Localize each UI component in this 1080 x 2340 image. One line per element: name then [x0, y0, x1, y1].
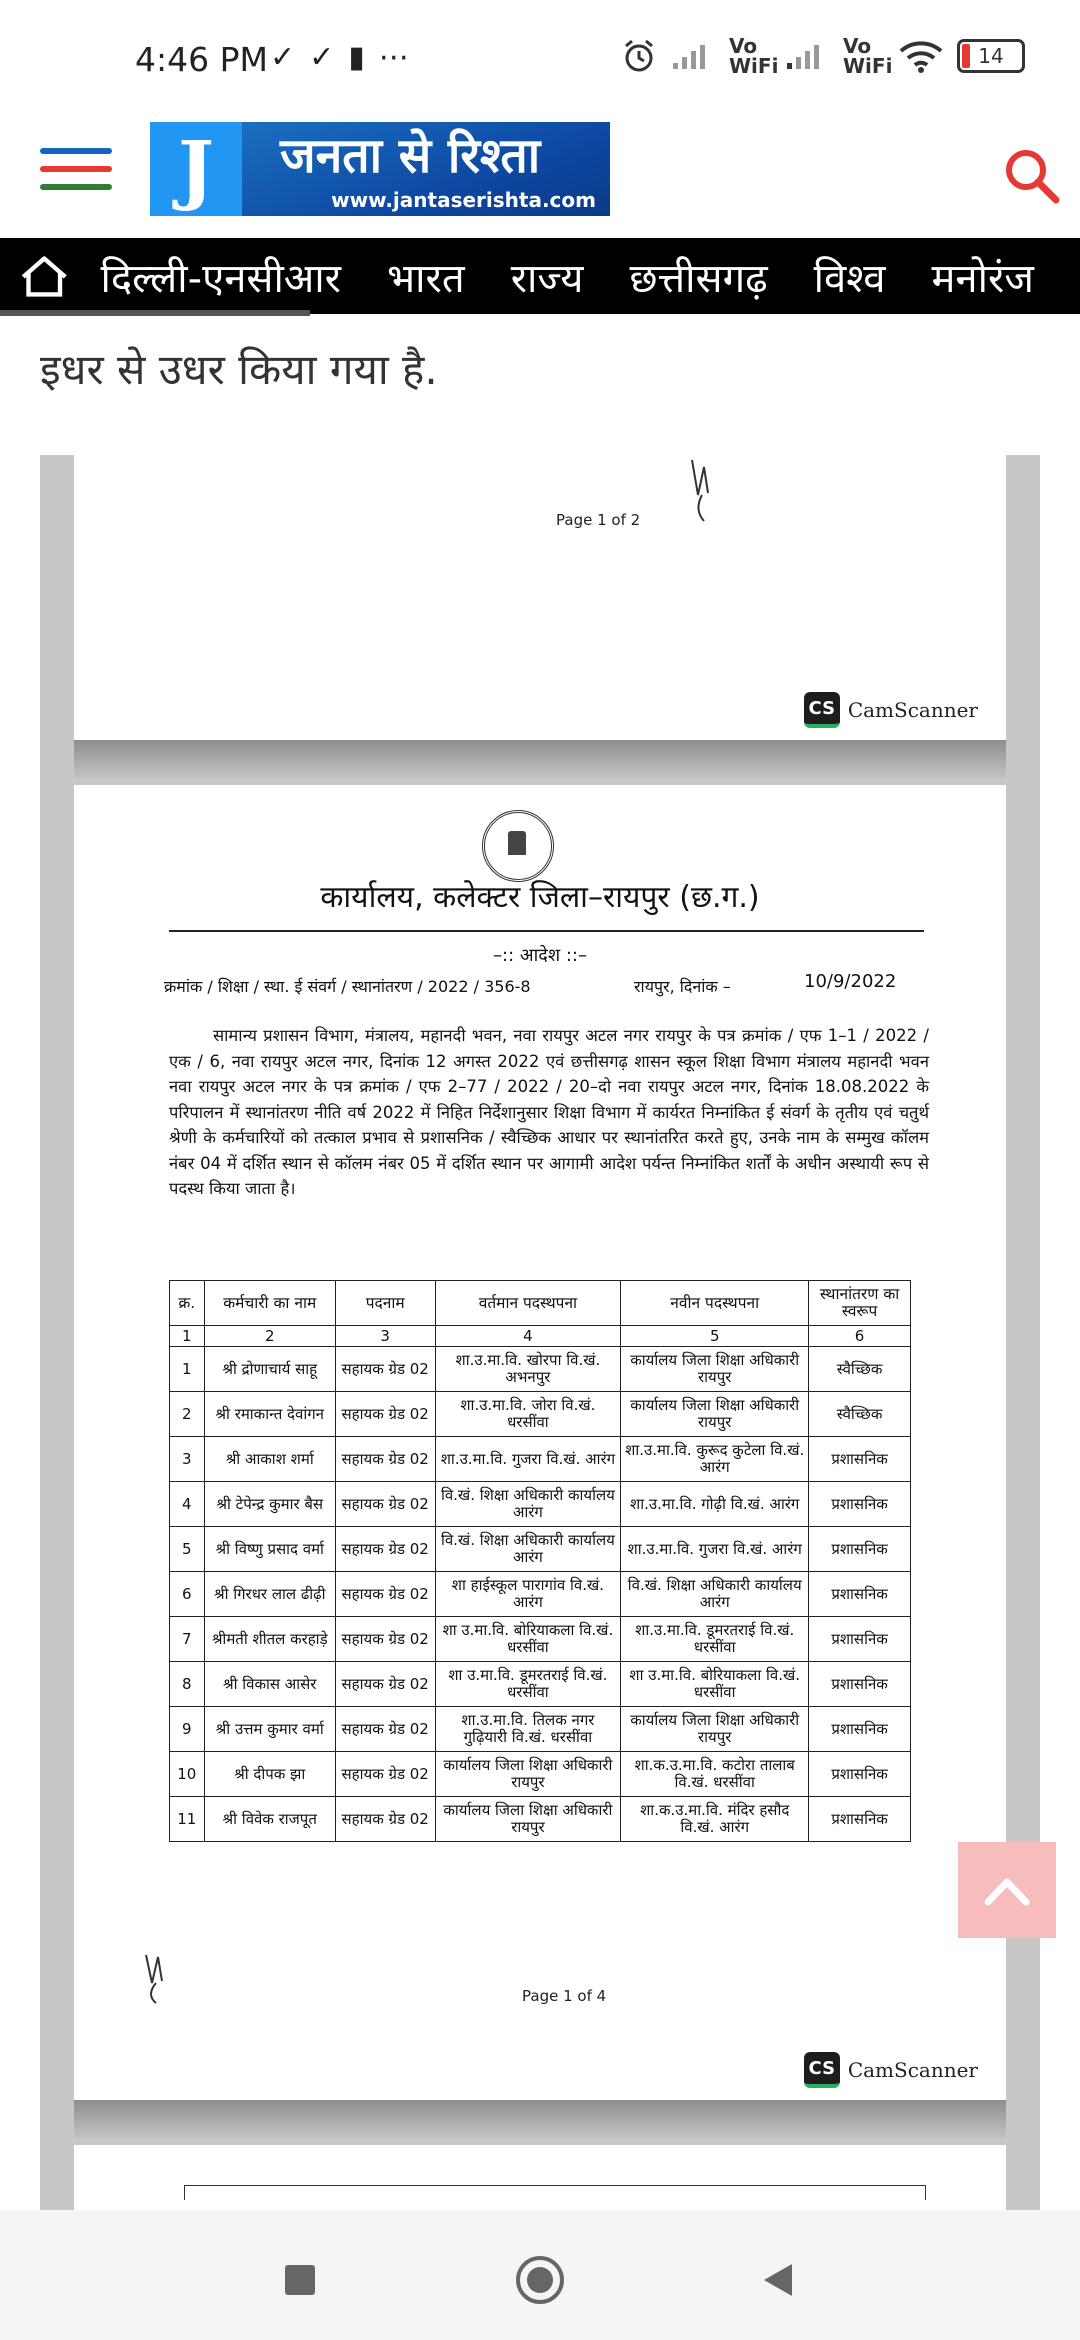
table-cell: शा.क.उ.मा.वि. कटोरा तालाब वि.खं. धरसींवा: [621, 1752, 809, 1797]
table-row: [170, 1437, 911, 1482]
table-cell: शा उ.मा.वि. बोरियाकला वि.खं. धरसींवा: [435, 1617, 621, 1662]
vowifi-label: Vo WiFi: [843, 34, 893, 78]
table-header: स्थानांतरण का स्वरूप: [809, 1281, 911, 1326]
table-cell: श्रीमती शीतल करहाड़े: [204, 1617, 335, 1662]
document-viewer[interactable]: [40, 455, 1040, 2210]
nav-item-chhattisgarh[interactable]: छत्तीसगढ़: [629, 255, 768, 302]
table-cell: प्रशासनिक: [809, 1617, 911, 1662]
document-title: कार्यालय, कलेक्टर जिला–रायपुर (छ.ग.): [320, 880, 760, 915]
table-cell: 8: [170, 1662, 205, 1707]
signal-icon: [785, 41, 829, 71]
signature: [140, 1947, 180, 2007]
home-icon[interactable]: [18, 251, 71, 301]
vowifi-label: Vo WiFi: [729, 34, 779, 78]
search-icon[interactable]: [1000, 144, 1062, 206]
table-cell: सहायक ग्रेड 02: [335, 1482, 435, 1527]
table-row: [170, 1617, 911, 1662]
table-cell: प्रशासनिक: [809, 1707, 911, 1752]
table-row: [170, 1707, 911, 1752]
column-number: 4: [435, 1326, 621, 1347]
camscanner-watermark: [804, 2052, 978, 2088]
table-cell: श्री द्रोणाचार्य साहू: [204, 1347, 335, 1392]
table-cell: वि.खं. शिक्षा अधिकारी कार्यालय आरंग: [621, 1572, 809, 1617]
document-page: [74, 2145, 1006, 2210]
table-cell: शा.उ.मा.वि. गुजरा वि.खं. आरंग: [621, 1527, 809, 1572]
page-number: Page 1 of 2: [556, 511, 641, 529]
cs-logo-icon: CS: [804, 2052, 840, 2088]
table-cell: प्रशासनिक: [809, 1527, 911, 1572]
page-number: Page 1 of 4: [522, 1987, 607, 2005]
transfer-table: [169, 1280, 911, 1842]
nav-item-states[interactable]: राज्य: [510, 255, 584, 302]
table-cell: शा.उ.मा.वि. डूमरतराई वि.खं. धरसींवा: [621, 1617, 809, 1662]
table-cell: सहायक ग्रेड 02: [335, 1707, 435, 1752]
table-cell: प्रशासनिक: [809, 1797, 911, 1842]
menu-button[interactable]: [40, 148, 112, 208]
table-cell: शा हाईस्कूल पारागांव वि.खं. आरंग: [435, 1572, 621, 1617]
logo-mark: J: [150, 122, 242, 216]
table-cell: 4: [170, 1482, 205, 1527]
table-header: वर्तमान पदस्थपना: [435, 1281, 621, 1326]
title-divider: [169, 930, 924, 932]
table-cell: 5: [170, 1527, 205, 1572]
cs-logo-icon: CS: [804, 692, 840, 728]
camscanner-label: CamScanner: [847, 2058, 978, 2082]
table-cell: श्री आकाश शर्मा: [204, 1437, 335, 1482]
table-cell: सहायक ग्रेड 02: [335, 1347, 435, 1392]
table-cell: कार्यालय जिला शिक्षा अधिकारी रायपुर: [435, 1797, 621, 1842]
check-icon: ✓: [309, 40, 349, 75]
system-navigation-bar: [0, 2210, 1080, 2340]
menu-line: [40, 148, 112, 154]
nav-indicator: [0, 310, 310, 316]
battery-saver-icon: ▮: [348, 40, 379, 75]
notification-icons: [270, 40, 423, 75]
table-cell: श्री उत्तम कुमार वर्मा: [204, 1707, 335, 1752]
table-row: [170, 1392, 911, 1437]
column-number: 5: [621, 1326, 809, 1347]
table-cell: प्रशासनिक: [809, 1437, 911, 1482]
table-cell: सहायक ग्रेड 02: [335, 1437, 435, 1482]
table-cell: श्री दीपक झा: [204, 1752, 335, 1797]
table-cell: कार्यालय जिला शिक्षा अधिकारी रायपुर: [621, 1347, 809, 1392]
wifi-icon: [899, 39, 943, 73]
table-row: [170, 1482, 911, 1527]
document-page: [74, 785, 1006, 2100]
order-reference: क्रमांक / शिक्षा / स्था. ई संवर्ग / स्थानांतरण / 2022 / 356-8: [164, 977, 531, 996]
order-date: 10/9/2022: [804, 971, 897, 992]
nav-item-entertainment[interactable]: मनोरंज: [931, 255, 1034, 302]
camscanner-watermark: [804, 692, 978, 728]
table-cell: शा.उ.मा.वि. गोढ़ी वि.खं. आरंग: [621, 1482, 809, 1527]
table-cell: प्रशासनिक: [809, 1662, 911, 1707]
table-cell: श्री गिरधर लाल ढीढ़ी: [204, 1572, 335, 1617]
table-cell: प्रशासनिक: [809, 1752, 911, 1797]
signature: [684, 455, 724, 525]
table-cell: सहायक ग्रेड 02: [335, 1662, 435, 1707]
table-cell: प्रशासनिक: [809, 1572, 911, 1617]
battery-level: [962, 44, 970, 68]
table-cell: शा.उ.मा.वि. खोरपा वि.खं. अभनपुर: [435, 1347, 621, 1392]
more-icon: ⋯: [378, 40, 423, 75]
site-logo[interactable]: [150, 122, 610, 216]
table-cell: श्री टेपेन्द्र कुमार बैस: [204, 1482, 335, 1527]
column-number: 3: [335, 1326, 435, 1347]
home-button[interactable]: [515, 2255, 565, 2305]
table-cell: शा उ.मा.वि. बोरियाकला वि.खं. धरसींवा: [621, 1662, 809, 1707]
table-cell: वि.खं. शिक्षा अधिकारी कार्यालय आरंग: [435, 1482, 621, 1527]
table-cell: 2: [170, 1392, 205, 1437]
table-cell: कार्यालय जिला शिक्षा अधिकारी रायपुर: [435, 1752, 621, 1797]
table-row: [170, 1797, 911, 1842]
logo-banner: [242, 122, 610, 216]
status-time: 4:46 PM: [135, 40, 268, 79]
column-number: 2: [204, 1326, 335, 1347]
column-number: 6: [809, 1326, 911, 1347]
battery-icon: [957, 39, 1025, 73]
table-cell: सहायक ग्रेड 02: [335, 1527, 435, 1572]
table-cell: शा.उ.मा.वि. जोरा वि.खं. धरसींवा: [435, 1392, 621, 1437]
nav-item-delhi-ncr[interactable]: दिल्ली-एनसीआर: [100, 255, 342, 302]
table-row: [170, 1527, 911, 1572]
place-date-label: रायपुर, दिनांक –: [634, 977, 731, 996]
table-cell: सहायक ग्रेड 02: [335, 1572, 435, 1617]
order-body: सामान्य प्रशासन विभाग, मंत्रालय, महानदी भवन, नवा रायपुर अटल नगर रायपुर के पत्र क्रमांक / एफ 1–1 / 2022 / एक / 6, नवा रायपुर अटल नगर, दिनांक 12 अगस्त 2022 एवं छत्तीसगढ़ शासन स्कूल शिक्षा विभाग मंत्रालय महानदी भवन नवा रायपुर अटल नगर के पत्र क्रमांक / एफ 2–77 / 2022 / 20–दो नवा रायपुर अटल नगर, दिनांक 18.08.2022 के परिपालन में स्थानांतरण नीति वर्ष 2022 में निहित निर्देशानुसार शिक्षा विभाग में कार्यरत निम्नांकित ई संवर्ग के तृतीय एवं चतुर्थ श्रेणी के कर्मचारियों को तत्काल प्रभाव से प्रशासनिक / स्वैच्छिक आधार पर स्थानांतरित करते हुए, उनके नाम के सम्मुख कॉलम नंबर 04 में दर्शित स्थान से कॉलम नंबर 05 में दर्शित स्थान पर आगामी आदेश पर्यन्त निम्नांकित शर्तों के अधीन अस्थायी रूप से पदस्थ किया जाता है।: [169, 1026, 929, 1198]
page-gap: [74, 2100, 1006, 2140]
recents-button[interactable]: [285, 2265, 315, 2295]
table-cell: श्री विष्णु प्रसाद वर्मा: [204, 1527, 335, 1572]
nav-item-india[interactable]: भारत: [387, 255, 465, 302]
table-cell: स्वैच्छिक: [809, 1392, 911, 1437]
table-header: कर्मचारी का नाम: [204, 1281, 335, 1326]
camscanner-label: CamScanner: [847, 698, 978, 722]
back-button[interactable]: [760, 2260, 796, 2300]
page-gap: [74, 740, 1006, 780]
table-cell: सहायक ग्रेड 02: [335, 1797, 435, 1842]
table-row: [170, 1662, 911, 1707]
alarm-icon: [621, 38, 657, 74]
table-row: [170, 1347, 911, 1392]
table-row: [170, 1752, 911, 1797]
column-number: 1: [170, 1326, 205, 1347]
table-cell: 11: [170, 1797, 205, 1842]
document-page: [74, 455, 1006, 740]
site-header: [0, 118, 1080, 238]
back-to-top-button[interactable]: [958, 1842, 1056, 1938]
table-cell: सहायक ग्रेड 02: [335, 1617, 435, 1662]
table-body: [170, 1347, 911, 1842]
table-cell: शा.उ.मा.वि. तिलक नगर गुढ़ियारी वि.खं. धरसींवा: [435, 1707, 621, 1752]
table-cell: 9: [170, 1707, 205, 1752]
battery-percent: 14: [978, 44, 1004, 68]
order-heading: –:: आदेश ::–: [493, 945, 587, 966]
table-cell: कार्यालय जिला शिक्षा अधिकारी रायपुर: [621, 1707, 809, 1752]
category-nav: [0, 238, 1080, 314]
menu-line: [40, 166, 112, 172]
table-cell: 7: [170, 1617, 205, 1662]
table-cell: 6: [170, 1572, 205, 1617]
table-cell: प्रशासनिक: [809, 1482, 911, 1527]
table-cell: कार्यालय जिला शिक्षा अधिकारी रायपुर: [621, 1392, 809, 1437]
table-cell: 3: [170, 1437, 205, 1482]
signal-icon: [671, 41, 715, 71]
table-cell: 1: [170, 1347, 205, 1392]
table-cell: शा.उ.मा.वि. कुरूद कुटेला वि.खं. आरंग: [621, 1437, 809, 1482]
table-cell: सहायक ग्रेड 02: [335, 1752, 435, 1797]
logo-url: www.jantaserishta.com: [331, 188, 596, 212]
menu-line: [40, 184, 112, 190]
government-seal-icon: [482, 810, 554, 882]
table-cell: वि.खं. शिक्षा अधिकारी कार्यालय आरंग: [435, 1527, 621, 1572]
table-cell: स्वैच्छिक: [809, 1347, 911, 1392]
nav-item-world[interactable]: विश्व: [813, 255, 886, 302]
table-cell: शा.क.उ.मा.वि. मंदिर हसौद वि.खं. आरंग: [621, 1797, 809, 1842]
table-cell: श्री विकास आसेर: [204, 1662, 335, 1707]
table-cell: श्री विवेक राजपूत: [204, 1797, 335, 1842]
chevron-up-icon: [982, 1870, 1032, 1910]
table-header-row: [170, 1281, 911, 1326]
logo-name: जनता से रिश्ता: [280, 128, 541, 184]
table-row: [170, 1572, 911, 1617]
table-top-edge: [184, 2185, 926, 2200]
column-number-row: [170, 1326, 911, 1347]
table-cell: शा उ.मा.वि. डूमरतराई वि.खं. धरसींवा: [435, 1662, 621, 1707]
table-header: क्र.: [170, 1281, 205, 1326]
check-icon: ✓: [270, 40, 310, 75]
table-header: पदनाम: [335, 1281, 435, 1326]
article-text: इधर से उधर किया गया है.: [40, 345, 438, 394]
status-bar: [0, 0, 1080, 120]
table-cell: शा.उ.मा.वि. गुजरा वि.खं. आरंग: [435, 1437, 621, 1482]
table-cell: श्री रमाकान्त देवांगन: [204, 1392, 335, 1437]
table-cell: 10: [170, 1752, 205, 1797]
table-cell: सहायक ग्रेड 02: [335, 1392, 435, 1437]
table-header: नवीन पदस्थपना: [621, 1281, 809, 1326]
